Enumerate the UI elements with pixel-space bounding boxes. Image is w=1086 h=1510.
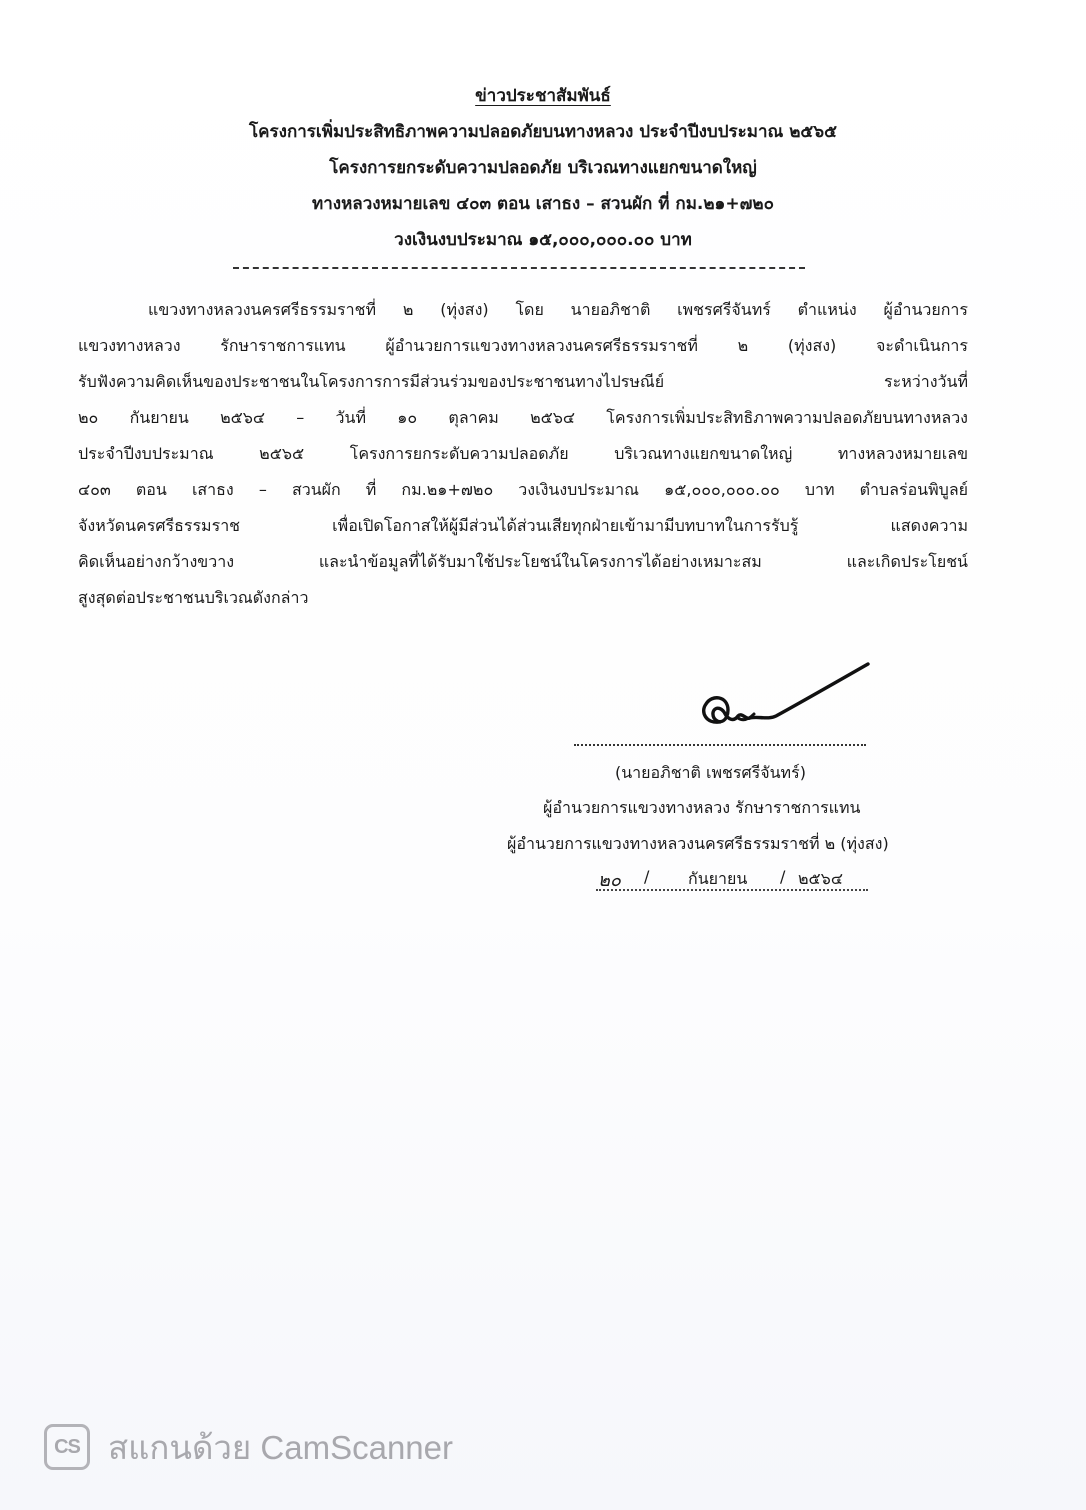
body-line-4: ๒๐ กันยายน ๒๕๖๔ – วันที่ ๑๐ ตุลาคม ๒๕๖๔ โครงการเพิ่มประสิทธิภาพความปลอดภัยบนทางหลวง — [78, 408, 968, 427]
document-title: ข่าวประชาสัมพันธ์ — [475, 86, 611, 106]
body-line-8: คิดเห็นอย่างกว้างขวาง และนำข้อมูลที่ได้รับมาใช้ประโยชน์ในโครงการได้อย่างเหมาะสม และเกิดประโยชน์ — [78, 552, 968, 571]
subproject-heading: โครงการยกระดับความปลอดภัย บริเวณทางแยกขนาดใหญ่ — [329, 158, 757, 178]
handwritten-signature — [698, 660, 873, 750]
signer-acting-position: ผู้อำนวยการแขวงทางหลวงนครศรีธรรมราชที่ ๒ (ทุ่งสง) — [507, 834, 889, 853]
watermark-text: สแกนด้วย CamScanner — [108, 1428, 454, 1466]
camscanner-logo-icon: CS — [44, 1424, 90, 1470]
date-separator: / — [780, 867, 786, 886]
body-line-5: ประจำปีงบประมาณ ๒๕๖๕ โครงการยกระดับความปลอดภัย บริเวณทางแยกขนาดใหญ่ ทางหลวงหมายเลข — [78, 444, 968, 463]
signature-line — [574, 744, 866, 746]
highway-heading: ทางหลวงหมายเลข ๔๐๓ ตอน เสาธง – สวนผัก ที่ กม.๒๑+๗๒๐ — [312, 194, 774, 214]
date-month: กันยายน — [688, 869, 748, 888]
body-line-1: แขวงทางหลวงนครศรีธรรมราชที่ ๒ (ทุ่งสง) โดย นายอภิชาติ เพชรศรีจันทร์ ตำแหน่ง ผู้อำนวยการ — [148, 300, 969, 319]
body-line-7: จังหวัดนครศรีธรรมราช เพื่อเปิดโอกาสให้ผู้มีส่วนได้ส่วนเสียทุกฝ่ายเข้ามามีบทบาทในการรับรู้ แสดงความ — [78, 516, 968, 535]
dashed-separator — [233, 267, 805, 269]
signer-position: ผู้อำนวยการแขวงทางหลวง รักษาราชการแทน — [543, 798, 861, 817]
date-separator: / — [644, 867, 650, 886]
signature-date — [590, 865, 880, 893]
date-day: ๒๐ — [598, 870, 621, 891]
body-line-6: ๔๐๓ ตอน เสาธง – สวนผัก ที่ กม.๒๑+๗๒๐ วงเงินงบประมาณ ๑๕,๐๐๐,๐๐๐.๐๐ บาท ตำบลร่อนพิบูลย์ — [78, 480, 969, 499]
body-line-2: แขวงทางหลวง รักษาราชการแทน ผู้อำนวยการแขวงทางหลวงนครศรีธรรมราชที่ ๒ (ทุ่งสง) จะดำเนินการ — [78, 336, 968, 355]
signer-name: (นายอภิชาติ เพชรศรีจันทร์) — [615, 763, 806, 782]
camscanner-watermark — [44, 1422, 453, 1472]
body-line-3: รับฟังความคิดเห็นของประชาชนในโครงการการมีส่วนร่วมของประชาชนทางไปรษณีย์ ระหว่างวันที่ — [78, 372, 968, 391]
date-year: ๒๕๖๔ — [798, 869, 843, 888]
budget-heading: วงเงินงบประมาณ ๑๕,๐๐๐,๐๐๐.๐๐ บาท — [394, 230, 692, 250]
project-heading: โครงการเพิ่มประสิทธิภาพความปลอดภัยบนทางหลวง ประจำปีงบประมาณ ๒๕๖๕ — [249, 122, 837, 142]
body-line-9: สูงสุดต่อประชาชนบริเวณดังกล่าว — [78, 588, 309, 607]
